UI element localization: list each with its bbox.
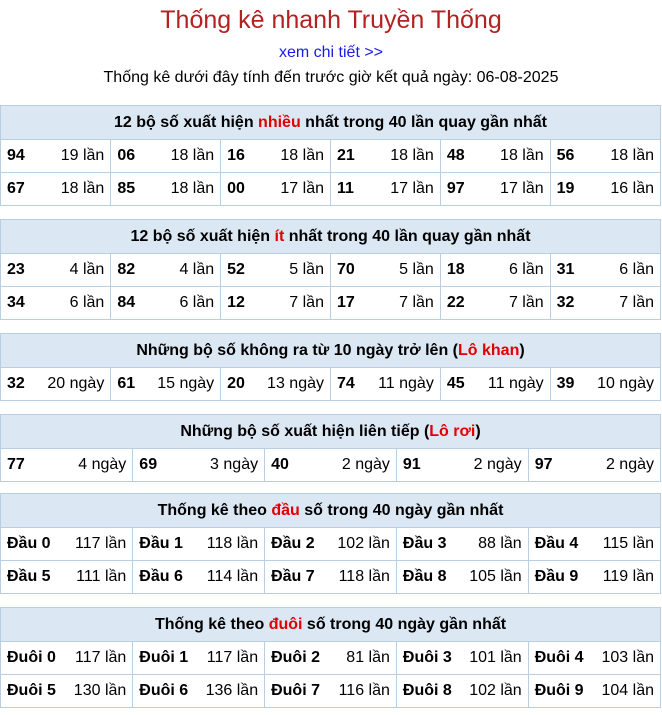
stat-count: 115 lần [602, 535, 654, 552]
stat-label: 11 [336, 180, 354, 197]
stat-label: Đuôi 3 [402, 649, 452, 666]
page-header [0, 0, 662, 100]
heading-text: nhất trong 40 lần quay gần nhất [284, 228, 531, 245]
table-row [1, 254, 660, 287]
stat-count: 116 lần [338, 682, 390, 699]
stat-label: 97 [534, 456, 553, 473]
stat-cell [528, 675, 660, 708]
stat-cell [111, 140, 221, 173]
stat-count: 7 lần [508, 294, 544, 311]
heading-highlight: đuôi [268, 616, 303, 633]
stat-label: 52 [227, 261, 245, 278]
heading-text: 12 bộ số xuất hiện [114, 114, 259, 131]
stat-count: 4 lần [179, 261, 215, 278]
stat-count: 117 lần [206, 649, 259, 666]
stat-label: 31 [556, 261, 575, 278]
lo-roi-section [0, 414, 661, 482]
stat-cell [111, 368, 221, 400]
stat-label: 21 [336, 147, 355, 164]
least-frequent-section [0, 219, 661, 320]
stats-table [1, 642, 660, 707]
section-heading [1, 608, 660, 642]
stat-count: 19 lần [60, 147, 105, 164]
stat-cell [265, 449, 397, 481]
stat-label: Đuôi 8 [402, 682, 452, 699]
stat-count: 114 lần [206, 568, 259, 585]
stat-label: Đầu 5 [7, 568, 51, 585]
stat-label: 23 [7, 261, 25, 278]
stat-count: 7 lần [619, 294, 654, 311]
heading-highlight: nhiều [258, 114, 301, 131]
stat-label: 32 [7, 375, 25, 392]
stat-label: 39 [556, 375, 575, 392]
stat-label: 69 [139, 456, 158, 473]
stat-cell [550, 254, 660, 287]
stat-cell [440, 140, 550, 173]
stat-count: 4 lần [69, 261, 105, 278]
stat-cell [221, 140, 331, 173]
stat-count: 101 lần [469, 649, 522, 666]
stat-count: 18 lần [500, 147, 544, 164]
stat-cell [221, 173, 331, 206]
stats-table [1, 368, 660, 400]
stat-label: 67 [7, 180, 25, 197]
stat-label: Đuôi 9 [534, 682, 584, 699]
stat-label: Đuôi 7 [271, 682, 320, 699]
stat-cell [396, 642, 528, 675]
stat-count: 117 lần [74, 649, 127, 666]
stat-label: 74 [336, 375, 355, 392]
stat-count: 111 lần [76, 568, 127, 585]
stats-table [1, 449, 660, 481]
table-row [1, 642, 660, 675]
stat-cell [265, 561, 397, 594]
heading-text: 12 bộ số xuất hiện [130, 228, 275, 245]
stat-count: 6 lần [619, 261, 654, 278]
stat-label: Đầu 8 [402, 568, 447, 585]
stat-cell [550, 287, 660, 320]
stats-table [1, 254, 660, 319]
stat-count: 13 ngày [267, 375, 324, 392]
stat-cell [528, 449, 660, 481]
stat-label: Đuôi 1 [139, 649, 189, 666]
stat-label: 56 [556, 147, 575, 164]
stat-count: 6 lần [508, 261, 544, 278]
stat-count: 18 lần [170, 147, 215, 164]
heading-highlight: đầu [271, 502, 300, 519]
stat-label: Đầu 1 [139, 535, 183, 552]
heading-text: ) [519, 342, 525, 359]
stat-label: 19 [556, 180, 575, 197]
stat-count: 3 ngày [210, 456, 259, 473]
section-heading [1, 334, 660, 368]
stat-label: 94 [7, 147, 25, 164]
stat-label: 97 [446, 180, 465, 197]
stat-label: 45 [446, 375, 465, 392]
stat-count: 136 lần [205, 682, 259, 699]
stat-label: Đầu 7 [271, 568, 315, 585]
stat-cell [133, 528, 265, 561]
stat-cell [1, 449, 133, 481]
stat-cell [330, 287, 440, 320]
stat-count: 7 lần [399, 294, 434, 311]
stat-label: Đuôi 2 [271, 649, 320, 666]
stat-cell [330, 140, 440, 173]
stat-label: Đuôi 4 [534, 649, 584, 666]
stat-count: 16 lần [610, 180, 654, 197]
heading-text: Những bộ số không ra từ 10 ngày trở lên ( [136, 342, 458, 359]
stat-label: 40 [271, 456, 289, 473]
stat-count: 118 lần [206, 535, 259, 552]
stat-label: 22 [446, 294, 465, 311]
stat-label: Đuôi 6 [139, 682, 189, 699]
stat-cell [1, 528, 133, 561]
stat-cell [440, 173, 550, 206]
stat-count: 11 ngày [378, 375, 434, 392]
stat-cell [1, 642, 133, 675]
stat-label: Đuôi 5 [7, 682, 56, 699]
stat-label: 61 [117, 375, 136, 392]
stat-cell [221, 287, 331, 320]
stat-cell [1, 368, 111, 400]
page-subtitle: Thống kê dưới đây tính đến trước giờ kết quả ngày: 06-08-2025 [103, 69, 559, 86]
stat-count: 18 lần [390, 147, 434, 164]
stat-label: 91 [402, 456, 421, 473]
stat-cell [1, 140, 111, 173]
section-heading [1, 220, 660, 254]
stat-cell [528, 528, 660, 561]
stat-count: 15 ngày [157, 375, 215, 392]
stat-cell [1, 173, 111, 206]
stat-count: 118 lần [338, 568, 390, 585]
stat-count: 117 lần [74, 535, 127, 552]
stat-cell [550, 368, 660, 400]
section-heading [1, 106, 660, 140]
heading-text: ) [475, 423, 481, 440]
stat-cell [440, 254, 550, 287]
stat-cell [265, 642, 397, 675]
stat-label: 82 [117, 261, 136, 278]
stat-cell [133, 642, 265, 675]
stat-count: 103 lần [601, 649, 654, 666]
table-row [1, 140, 660, 173]
stat-count: 18 lần [60, 180, 105, 197]
heading-highlight: ít [274, 228, 285, 245]
stat-label: 85 [117, 180, 136, 197]
stat-count: 88 lần [478, 535, 522, 552]
stat-label: 32 [556, 294, 575, 311]
stat-count: 2 ngày [473, 456, 522, 473]
stat-label: 48 [446, 147, 465, 164]
stat-cell [330, 368, 440, 400]
stat-count: 17 lần [390, 180, 434, 197]
heading-text: số trong 40 ngày gần nhất [302, 616, 507, 633]
table-row [1, 173, 660, 206]
stat-label: 77 [7, 456, 25, 473]
stat-cell [1, 254, 111, 287]
stat-count: 10 ngày [597, 375, 654, 392]
stat-cell [133, 449, 265, 481]
stat-cell [528, 561, 660, 594]
stat-cell [330, 173, 440, 206]
page-title: Thống kê nhanh Truyền Thống [160, 6, 502, 34]
table-row [1, 561, 660, 594]
stat-label: 16 [227, 147, 245, 164]
stat-count: 11 ngày [487, 375, 544, 392]
stat-label: 17 [336, 294, 355, 311]
stat-cell [528, 642, 660, 675]
stat-count: 81 lần [346, 649, 390, 666]
stat-cell [396, 528, 528, 561]
stat-cell [265, 528, 397, 561]
stat-count: 2 ngày [605, 456, 654, 473]
stat-count: 104 lần [601, 682, 654, 699]
stat-count: 17 lần [500, 180, 544, 197]
stat-count: 130 lần [73, 682, 127, 699]
stat-count: 18 lần [170, 180, 215, 197]
stat-label: 84 [117, 294, 136, 311]
section-heading [1, 415, 660, 449]
stat-label: Đầu 0 [7, 535, 51, 552]
stat-label: Đầu 2 [271, 535, 315, 552]
stat-count: 2 ngày [341, 456, 390, 473]
table-row [1, 287, 660, 320]
stat-cell [111, 254, 221, 287]
stat-label: Đầu 6 [139, 568, 183, 585]
stat-cell [111, 287, 221, 320]
stat-cell [550, 140, 660, 173]
stat-cell [111, 173, 221, 206]
stat-label: Đầu 9 [534, 568, 579, 585]
stat-cell [1, 287, 111, 320]
stat-label: 06 [117, 147, 136, 164]
stat-cell [440, 368, 550, 400]
stat-label: 20 [227, 375, 245, 392]
stat-cell [550, 173, 660, 206]
stat-cell [1, 675, 133, 708]
stat-label: 34 [7, 294, 25, 311]
stat-cell [133, 561, 265, 594]
stat-cell [221, 254, 331, 287]
stat-cell [133, 675, 265, 708]
details-link[interactable]: xem chi tiết >> [278, 44, 384, 61]
stat-label: Đầu 3 [402, 535, 447, 552]
stat-label: 12 [227, 294, 245, 311]
stat-count: 18 lần [280, 147, 324, 164]
stat-count: 105 lần [469, 568, 522, 585]
table-row [1, 449, 660, 481]
stat-cell [396, 675, 528, 708]
stat-count: 18 lần [610, 147, 654, 164]
stat-cell [396, 561, 528, 594]
stat-count: 7 lần [289, 294, 324, 311]
stat-label: 70 [336, 261, 355, 278]
stat-count: 5 lần [289, 261, 324, 278]
stat-count: 20 ngày [47, 375, 105, 392]
stat-cell [221, 368, 331, 400]
stat-count: 102 lần [469, 682, 522, 699]
stat-label: Đầu 4 [534, 535, 579, 552]
table-row [1, 368, 660, 400]
heading-highlight: Lô rơi [429, 423, 476, 440]
stat-count: 119 lần [602, 568, 654, 585]
heading-highlight: Lô khan [458, 342, 520, 359]
section-heading [1, 494, 660, 528]
table-row [1, 675, 660, 708]
table-row [1, 528, 660, 561]
lo-khan-section [0, 333, 661, 401]
stat-label: 18 [446, 261, 465, 278]
heading-text: Thống kê theo [154, 616, 269, 633]
stat-cell [440, 287, 550, 320]
stat-count: 102 lần [337, 535, 390, 552]
stat-label: Đuôi 0 [7, 649, 56, 666]
stat-cell [330, 254, 440, 287]
heading-text: số trong 40 ngày gần nhất [299, 502, 504, 519]
heading-text: nhất trong 40 lần quay gần nhất [300, 114, 547, 131]
head-digit-section [0, 493, 661, 594]
stat-count: 6 lần [69, 294, 105, 311]
stat-cell [265, 675, 397, 708]
stats-table [1, 140, 660, 205]
stat-count: 6 lần [179, 294, 215, 311]
stats-table [1, 528, 660, 593]
stat-label: 00 [227, 180, 245, 197]
stat-cell [396, 449, 528, 481]
most-frequent-section [0, 105, 661, 206]
stat-count: 5 lần [399, 261, 434, 278]
stat-cell [1, 561, 133, 594]
stat-count: 4 ngày [78, 456, 127, 473]
heading-text: Thống kê theo [157, 502, 272, 519]
heading-text: Những bộ số xuất hiện liên tiếp ( [180, 423, 430, 440]
stat-count: 17 lần [280, 180, 324, 197]
tail-digit-section [0, 607, 661, 708]
